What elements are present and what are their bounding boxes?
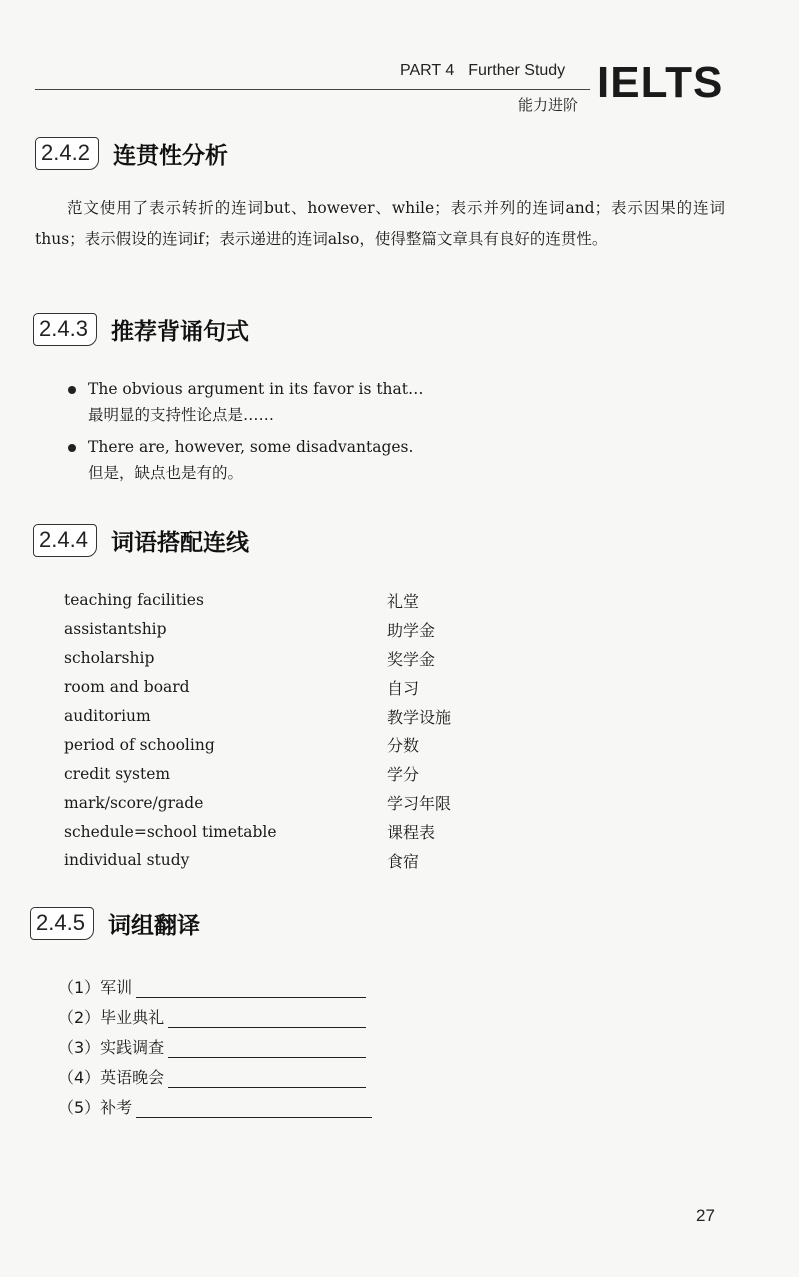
section-number: 2.4.3 (33, 313, 97, 346)
part-title: Further Study (468, 62, 566, 79)
matching-exercise (64, 586, 504, 875)
term-english[interactable]: scholarship (64, 649, 155, 668)
translation-exercise (58, 968, 372, 1118)
sentence-english: The obvious argument in its favor is that… (88, 380, 424, 398)
term-english[interactable]: credit system (64, 764, 171, 783)
section-heading-sentences (33, 313, 249, 346)
coherence-paragraph: 范文使用了表示转折的连词but、however、while；表示并列的连词and；表示因果的连词thus；表示假设的连词if；表示递进的连词also，使得整篇文章具有良好的连贯性。 (35, 199, 725, 248)
term-chinese[interactable]: 自习 (387, 678, 420, 698)
sentence-chinese: 最明显的支持性论点是…… (88, 406, 275, 424)
ielts-logo: IELTS (597, 58, 724, 107)
section-number: 2.4.4 (33, 524, 97, 557)
sentence-chinese: 但是，缺点也是有的。 (88, 464, 244, 482)
table-row (64, 673, 504, 702)
term-chinese[interactable]: 分数 (387, 736, 420, 756)
header-divider (35, 89, 590, 90)
term-english[interactable]: period of schooling (64, 735, 215, 754)
term-chinese[interactable]: 奖学金 (387, 649, 436, 669)
term-chinese[interactable]: 教学设施 (387, 707, 452, 727)
translation-prompt: （5）补考 (58, 1098, 133, 1117)
section-heading-coherence (35, 137, 228, 170)
translation-prompt: （3）实践调查 (58, 1038, 165, 1057)
term-english[interactable]: teaching facilities (64, 591, 204, 610)
term-chinese[interactable]: 学习年限 (387, 794, 452, 814)
answer-blank[interactable] (168, 1067, 366, 1088)
term-chinese[interactable]: 学分 (387, 765, 420, 785)
section-title: 推荐背诵句式 (110, 319, 249, 345)
translation-prompt: （2）毕业典礼 (58, 1008, 165, 1027)
list-item (58, 1058, 372, 1088)
term-english[interactable]: assistantship (64, 620, 167, 639)
term-chinese[interactable]: 食宿 (387, 851, 420, 871)
section-title: 连贯性分析 (112, 143, 228, 169)
section-number: 2.4.5 (30, 907, 94, 940)
running-header (400, 62, 565, 80)
term-english[interactable]: schedule=school timetable (64, 822, 277, 841)
term-chinese[interactable]: 助学金 (387, 620, 436, 640)
section-heading-translation (30, 907, 200, 940)
term-english[interactable]: auditorium (64, 707, 151, 725)
table-row (64, 702, 504, 731)
answer-blank[interactable] (168, 1037, 366, 1058)
page-number: 27 (696, 1206, 715, 1225)
answer-blank[interactable] (168, 1007, 366, 1028)
term-english[interactable]: individual study (64, 851, 190, 870)
list-item (66, 377, 566, 429)
translation-prompt: （1）军训 (58, 978, 133, 997)
bullet-icon (68, 386, 76, 394)
list-item (58, 1028, 372, 1058)
table-row (64, 788, 504, 817)
table-row (64, 644, 504, 673)
list-item (58, 998, 372, 1028)
section-number: 2.4.2 (35, 137, 99, 170)
sentence-list (66, 377, 566, 493)
term-chinese[interactable]: 课程表 (387, 823, 436, 843)
table-row (64, 730, 504, 759)
table-row (64, 615, 504, 644)
table-row (64, 586, 504, 615)
sentence-english: There are, however, some disadvantages. (88, 438, 414, 456)
translation-prompt: （4）英语晚会 (58, 1068, 165, 1087)
bullet-icon (68, 444, 76, 452)
answer-blank[interactable] (136, 1097, 372, 1118)
table-row (64, 846, 504, 875)
list-item (66, 435, 566, 487)
term-chinese[interactable]: 礼堂 (387, 591, 420, 611)
section-title: 词语搭配连线 (110, 530, 249, 556)
table-row (64, 817, 504, 846)
list-item (58, 968, 372, 998)
chapter-subtitle: 能力进阶 (518, 96, 579, 114)
section-title: 词组翻译 (107, 913, 200, 939)
term-english[interactable]: room and board (64, 678, 190, 697)
term-english[interactable]: mark/score/grade (64, 793, 204, 812)
list-item (58, 1088, 372, 1118)
table-row (64, 759, 504, 788)
answer-blank[interactable] (136, 977, 366, 998)
part-label: PART 4 (400, 62, 455, 79)
section-heading-matching (33, 524, 249, 557)
